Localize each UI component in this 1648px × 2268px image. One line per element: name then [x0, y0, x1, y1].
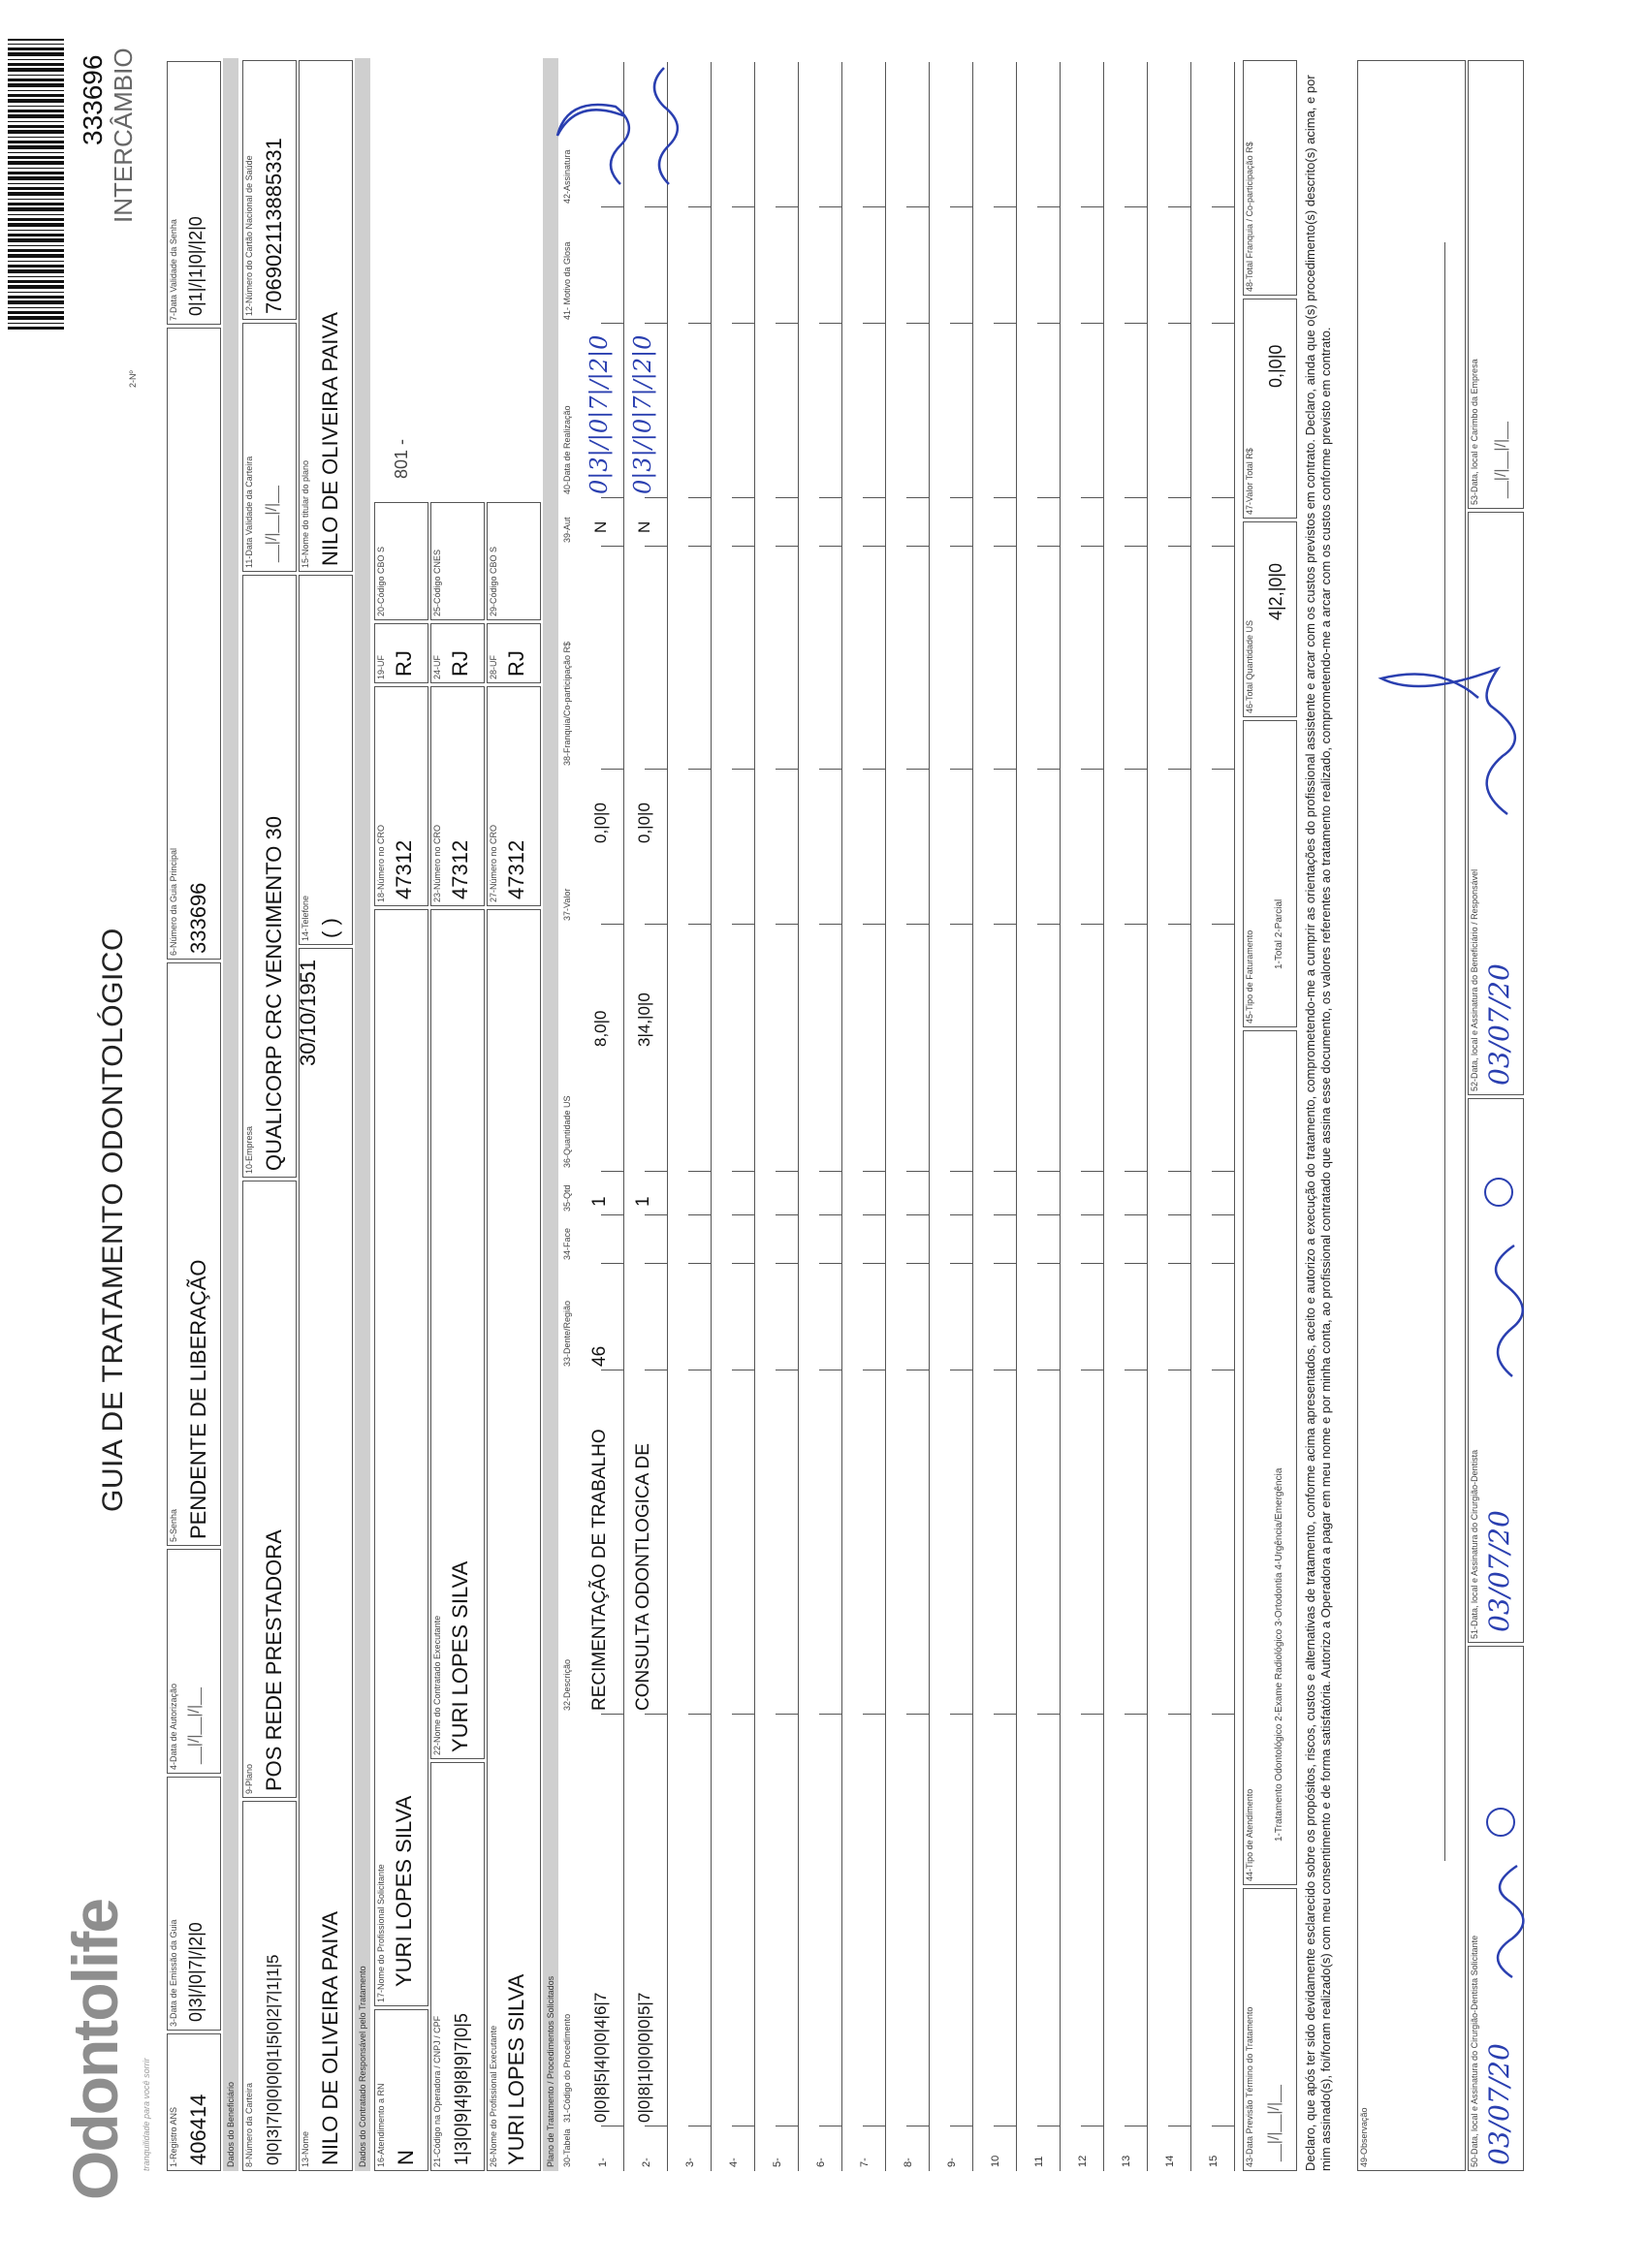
row-description: RECIMENTAÇÃO DE TRABALHO	[589, 1429, 610, 1711]
stamp-mark-51	[1485, 1179, 1512, 1206]
field-8-label: 8-Número da Carteira	[244, 2082, 254, 2167]
col-header-code: 31-Código do Procedimento	[562, 2013, 572, 2123]
row-description: CONSULTA ODONTLOGICA DE	[633, 1443, 653, 1711]
field-53-value: __|/|__|/|__	[1493, 422, 1509, 498]
field-25-label: 25-Código CNES	[432, 549, 442, 616]
field-19-label: 19-UF	[376, 654, 386, 679]
field-19-value: RJ	[392, 650, 416, 677]
field-6-label: 6-Número da Guia Principal	[169, 847, 178, 956]
row-qtd: 1	[633, 1196, 653, 1207]
field-43-label: 43-Data Previsão Término do Tratamento	[1245, 2006, 1254, 2167]
field-12-value: 706902113885331	[262, 138, 286, 314]
field-10-label: 10-Empresa	[244, 1125, 254, 1174]
signature-50	[1498, 1866, 1523, 1977]
field-27-value: 47312	[504, 839, 528, 899]
field-22-value: YURI LOPES SILVA	[448, 1560, 472, 1752]
field-5-label: 5-Senha	[169, 1508, 178, 1542]
field-46-value: 4|2,|0|0	[1266, 562, 1285, 620]
section-contracted: Dados do Contratado Responsável pelo Tratamento	[355, 58, 370, 2171]
field-28-label: 28-UF	[489, 654, 498, 679]
col-header-desc: 32-Descrição	[562, 1658, 572, 1711]
field-43-value: __|/|__|/|__	[1266, 2085, 1283, 2161]
row-valor: 0,|0|0	[635, 803, 653, 843]
field-28-value: RJ	[504, 650, 528, 677]
row-number: 13	[1121, 2155, 1132, 2167]
row-number: 9-	[946, 2158, 958, 2167]
row-code: 0|0|8|5|4|0|0|4|6|7	[591, 1992, 610, 2123]
brand-tagline: tranquilidade para você sorrir	[142, 2058, 151, 2171]
brand-logo: Odontolife	[59, 1900, 131, 2200]
field-8-value: 0|0|3|7|0|0|0|0|1|5|0|2|7|1|1|5	[264, 1954, 282, 2165]
field-26-label: 26-Nome do Profissional Executante	[489, 2025, 498, 2167]
field-10-value: QUALICORP CRC VENCIMENTO 30	[262, 816, 286, 1171]
signature-52	[1381, 669, 1515, 814]
field-17-label: 17-Nome do Profissional Solicitante	[376, 1864, 386, 2002]
field-5-value: PENDENTE DE LIBERAÇÃO	[186, 1259, 210, 1539]
field-45-label: 45-Tipo de Faturamento	[1245, 929, 1254, 1024]
row-number: 12	[1077, 2155, 1089, 2167]
field-48-label: 48-Total Franquia / Co-participação R$	[1245, 142, 1254, 292]
field-23-label: 23-Número no CRO	[432, 824, 442, 902]
guide-number: 333696	[78, 54, 108, 145]
field-53-label: 53-Data, local e Carimbo da Empresa	[1470, 359, 1479, 505]
field-1-value: 406414	[186, 2094, 210, 2165]
field-52-label: 52-Data, local e Assinatura do Beneficiário / Responsável	[1470, 868, 1479, 1091]
col-header-aut: 39-Aut	[562, 517, 572, 543]
row-number: 14	[1164, 2155, 1176, 2167]
guide-type: INTERCÂMBIO	[109, 47, 138, 223]
field-44-options: 1-Tratamento Odontológico 2-Exame Radiológico 3-Ortodontia 4-Urgência/Emergência	[1274, 1467, 1284, 1842]
row-code: 0|0|8|1|0|0|0|0|5|7	[635, 1992, 653, 2123]
section-plan: Plano de Tratamento / Procedimentos Solicitados	[543, 58, 558, 2171]
field-47-value: 0,|0|0	[1266, 344, 1285, 388]
field-21-label: 21-Código na Operadora / CNPJ / CPF	[432, 2015, 442, 2167]
field-47-label: 47-Valor Total R$	[1245, 448, 1254, 515]
field-4-value: __|/|__|/|__	[186, 1687, 203, 1764]
field-6-value: 333696	[186, 882, 210, 954]
field-20-label: 20-Código CBO S	[376, 546, 386, 616]
row-number: 1-	[597, 2158, 609, 2167]
field-17-value: YURI LOPES SILVA	[392, 1795, 416, 1987]
field-15-value: NILO DE OLIVEIRA PAIVA	[318, 311, 342, 566]
field-15-label: 15-Nome do titular do plano	[301, 459, 310, 568]
page-title: GUIA DE TRATAMENTO ODONTOLÓGICO	[97, 928, 129, 1512]
stamp-mark-50	[1487, 1809, 1514, 1836]
field-21-value: 1|3|0|9|4|9|8|9|7|0|5	[452, 2013, 471, 2165]
row-number: 5-	[772, 2158, 783, 2167]
row-valor: 0,|0|0	[591, 803, 610, 843]
row-number: 4-	[728, 2158, 740, 2167]
row-number: 11	[1033, 2156, 1045, 2167]
col-header-us: 36-Quantidade US	[562, 1095, 572, 1168]
field-26-value: YURI LOPES SILVA	[504, 1973, 528, 2165]
field-7-label: 7-Data Validade da Senha	[169, 219, 178, 321]
signature-col42-row2	[654, 68, 678, 184]
field-11-value: __|/|__|/|__	[264, 486, 280, 562]
row-aut: N	[635, 520, 653, 533]
field-50-label: 50-Data, local e Assinatura do Cirurgião-Dentista Solicitante	[1470, 1935, 1479, 2167]
section-beneficiary: Dados do Beneficiário	[223, 58, 238, 2171]
row-number: 6-	[815, 2158, 827, 2167]
field-22-label: 22-Nome do Contratado Executante	[432, 1615, 442, 1755]
field-11-label: 11-Data Validade da Carteira	[244, 456, 254, 568]
field-29-label: 29-Código CBO S	[489, 546, 498, 616]
row-number: 15	[1208, 2155, 1220, 2167]
row-us: 3|4,|0|0	[635, 992, 653, 1047]
field-16-label: 16-Atendimento a RN	[376, 2083, 386, 2167]
field-51-label: 51-Data, local e Assinatura do Cirurgião-Dentista	[1470, 1449, 1479, 1639]
row-date: 0|3|/|0|7|/|2|0	[629, 334, 656, 494]
col-header-valor: 37-Valor	[562, 888, 572, 921]
signature-col42-row1	[557, 105, 629, 184]
field-13-label: 13-Nome	[301, 2130, 310, 2167]
row-aut: N	[591, 520, 610, 533]
field-18-label: 18-Número no CRO	[376, 824, 386, 902]
field-50-handwritten-date: 03/07/20	[1483, 2043, 1515, 2165]
field-4-label: 4-Data de Autorização	[169, 1683, 178, 1770]
field-46-label: 46-Total Quantidade US	[1245, 619, 1254, 713]
field-1-label: 1-Registro ANS	[169, 2106, 178, 2167]
col-header-glosa: 41- Motivo da Glosa	[562, 241, 572, 320]
col-header-franquia: 38-Franquia/Co-participação R$	[562, 641, 572, 766]
row-number: 8-	[903, 2158, 914, 2167]
field-16-value: N	[394, 2150, 418, 2165]
signature-51	[1496, 1245, 1523, 1376]
row-date: 0|3|/|0|7|/|2|0	[586, 334, 613, 494]
field-49-label: 49-Observação	[1359, 2107, 1369, 2167]
declaration-text: Declaro, que após ter sido devidamente esclarecido sobre os propósitos, riscos, custos e alternativas de tratamento, conforme acima apresentados, aceito e autorizo a execução do tratamento, comprometendo-me a cumprir as orientações do profissional assistente e arcar com os custos previstos em contrato. Declaro, ainda que o(s) procedimento(s) descrito(s) acima, e por mim assinado(s), foi/foram realizado(s) com meu consentimento e de forma satisfatória. Autorizo a Operadora a pagar em meu nome e por minha conta, ao profissional contratado que assina esse documento, os valores referentes ao tratamento realizado, comprometendo-me a arcar com os custos conforme previsto em contrato.	[1303, 75, 1333, 2171]
col-header-date: 40-Data de Realização	[562, 405, 572, 494]
row-number: 10	[990, 2155, 1001, 2167]
col-header-face: 34-Face	[562, 1227, 572, 1260]
row-tooth: 46	[589, 1345, 610, 1367]
field-44-label: 44-Tipo de Atendimento	[1245, 1788, 1254, 1881]
col-header-qtd: 35-Qtd	[562, 1184, 572, 1212]
field-27-label: 27-Número no CRO	[489, 824, 498, 902]
row-number: 7-	[859, 2158, 871, 2167]
field-24-value: RJ	[448, 650, 472, 677]
row-number: 2-	[641, 2158, 652, 2167]
row-us: 8,0|0	[591, 1010, 610, 1047]
field-20-value: 801 -	[392, 438, 411, 479]
col-header-sign: 42-Assinatura	[562, 149, 572, 204]
field-9-label: 9-Plano	[244, 1763, 254, 1794]
field-24-label: 24-UF	[432, 654, 442, 679]
field-9-value: POS REDE PRESTADORA	[262, 1529, 286, 1791]
row-number: 3-	[684, 2158, 696, 2167]
field-51-handwritten-date: 03/07/20	[1483, 1510, 1515, 1632]
field-7-value: 0|1|/|1|0|/|2|0	[186, 216, 206, 316]
field-18-value: 47312	[392, 839, 416, 899]
field-14-value: ( )	[318, 918, 342, 938]
field-14-label: 14-Telefone	[301, 895, 310, 941]
field-3-value: 0|3|/|0|7|/|2|0	[186, 1922, 206, 2022]
field-13-value: NILO DE OLIVEIRA PAIVA	[318, 1910, 342, 2165]
col-header-tabela: 30-Tabela	[562, 2128, 572, 2167]
col-header-tooth: 33-Dente/Região	[562, 1300, 572, 1367]
field-23-value: 47312	[448, 839, 472, 899]
field-45-options: 1-Total 2-Parcial	[1274, 898, 1284, 969]
field-52-handwritten-date: 03/07/20	[1483, 963, 1515, 1086]
field-3-label: 3-Data de Emissão da Guia	[169, 1919, 178, 2027]
birth-date: 30/10/1951	[296, 959, 320, 1066]
guide-number-label: 2-Nº	[128, 370, 138, 388]
row-qtd: 1	[589, 1196, 610, 1207]
field-12-label: 12-Número do Cartão Nacional de Saúde	[244, 155, 254, 316]
